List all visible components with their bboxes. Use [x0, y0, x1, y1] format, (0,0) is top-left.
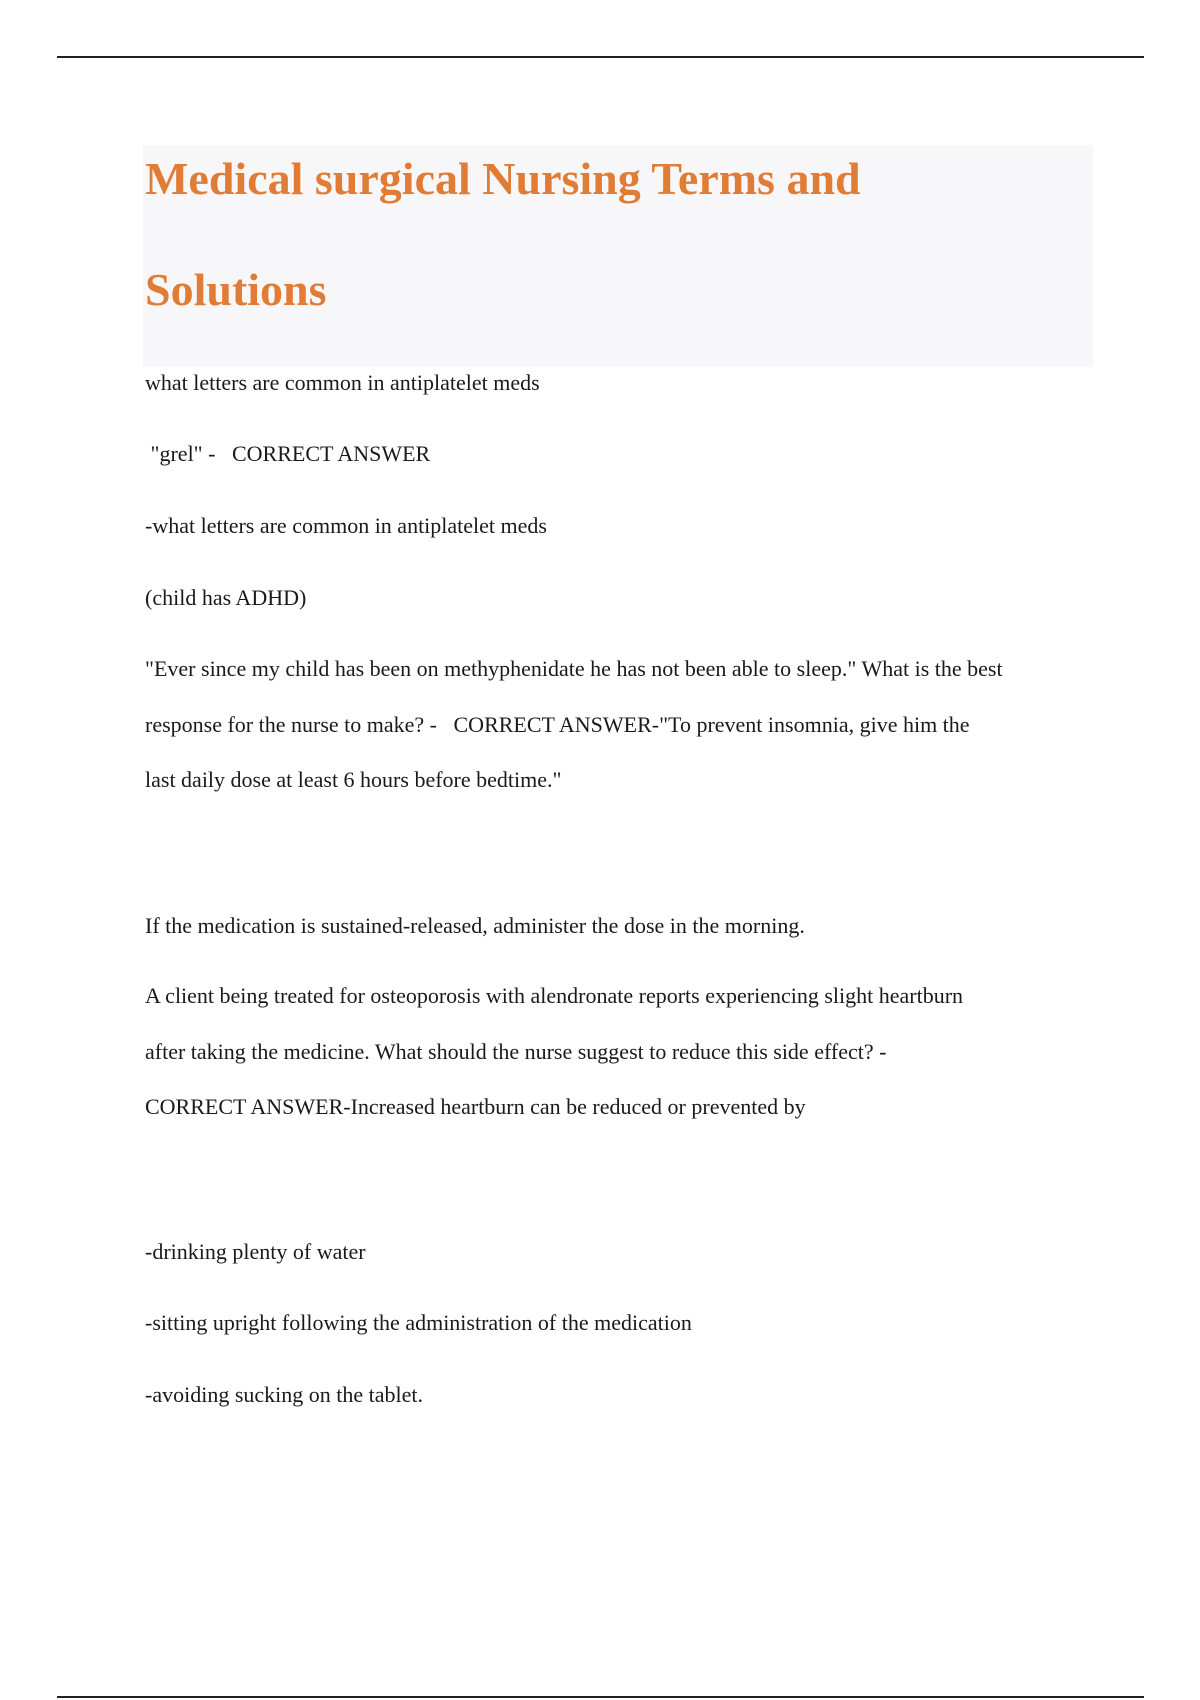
question-line: "Ever since my child has been on methyphenidate he has not been able to sleep." What is the best	[145, 656, 1003, 681]
answer-line: response for the nurse to make? - CORRECT ANSWER-"To prevent insomnia, give him the	[145, 712, 970, 737]
title-block	[143, 145, 1093, 367]
top-rule	[57, 56, 1144, 58]
bottom-rule	[57, 1696, 1144, 1698]
question-line: after taking the medicine. What should the nurse suggest to reduce this side effect? -	[145, 1039, 887, 1064]
question-line: -what letters are common in antiplatelet meds	[145, 513, 547, 538]
page-title-line-2: Solutions	[145, 264, 327, 315]
answer-line: "grel" - CORRECT ANSWER	[145, 441, 431, 466]
page-title-line-1: Medical surgical Nursing Terms and	[145, 153, 861, 204]
context-line: (child has ADHD)	[145, 585, 307, 610]
answer-line: CORRECT ANSWER-Increased heartburn can be reduced or prevented by	[145, 1094, 806, 1119]
list-item: -drinking plenty of water	[145, 1239, 366, 1264]
question-line: A client being treated for osteoporosis with alendronate reports experiencing slight heartburn	[145, 983, 964, 1008]
list-item: -sitting upright following the administration of the medication	[145, 1310, 692, 1335]
note-line: If the medication is sustained-released, administer the dose in the morning.	[145, 913, 805, 938]
question-line: what letters are common in antiplatelet meds	[145, 370, 540, 395]
answer-line: last daily dose at least 6 hours before bedtime."	[145, 767, 562, 792]
list-item: -avoiding sucking on the tablet.	[145, 1382, 423, 1407]
